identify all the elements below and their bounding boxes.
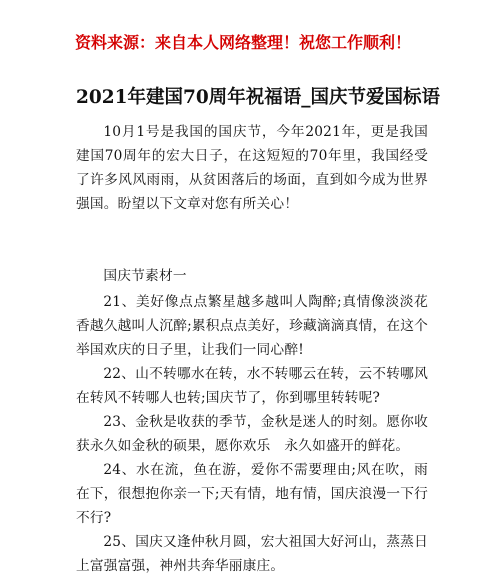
document-body [76,120,428,578]
section-heading: 国庆节素材一 [103,268,187,284]
list-item: 22、山不转哪水在转，水不转哪云在转，云不转哪风在转风不转哪人也转;国庆节了，你到哪里转转呢? [76,366,428,406]
document-title: 2021年建国70周年祝福语_国庆节爱国标语 [76,87,440,108]
list-item: 25、国庆又逢仲秋月圆，宏大祖国大好河山，蒸蒸日上富强富强，神州共奔华丽康庄。 [76,534,428,574]
intro-paragraph: 10月1号是我国的国庆节，今年2021年，更是我国建国70周年的宏大日子，在这短短的70年里，我国经受了许多风风雨雨，从贫困落后的场面，直到如今成为世界强国。盼望以下文章对您有所关心！ [76,124,428,212]
list-item: 23、金秋是收获的季节，金秋是迷人的时刻。愿你收获永久如金秋的硕果，愿你欢乐 永久如盛开的鲜花。 [76,414,428,454]
source-notice: 资料来源：来自本人网络整理！祝您工作顺利！ [75,33,412,52]
list-item: 21、美好像点点繁星越多越叫人陶醉;真情像淡淡花香越久越叫人沉醉;累积点点美好，珍藏滴滴真情，在这个举国欢庆的日子里，让我们一同心醉! [76,294,429,358]
list-item: 24、水在流，鱼在游，爱你不需要理由;风在吹，雨在下，很想抱你亲一下;天有情，地有情，国庆浪漫一下行不行? [76,462,429,526]
